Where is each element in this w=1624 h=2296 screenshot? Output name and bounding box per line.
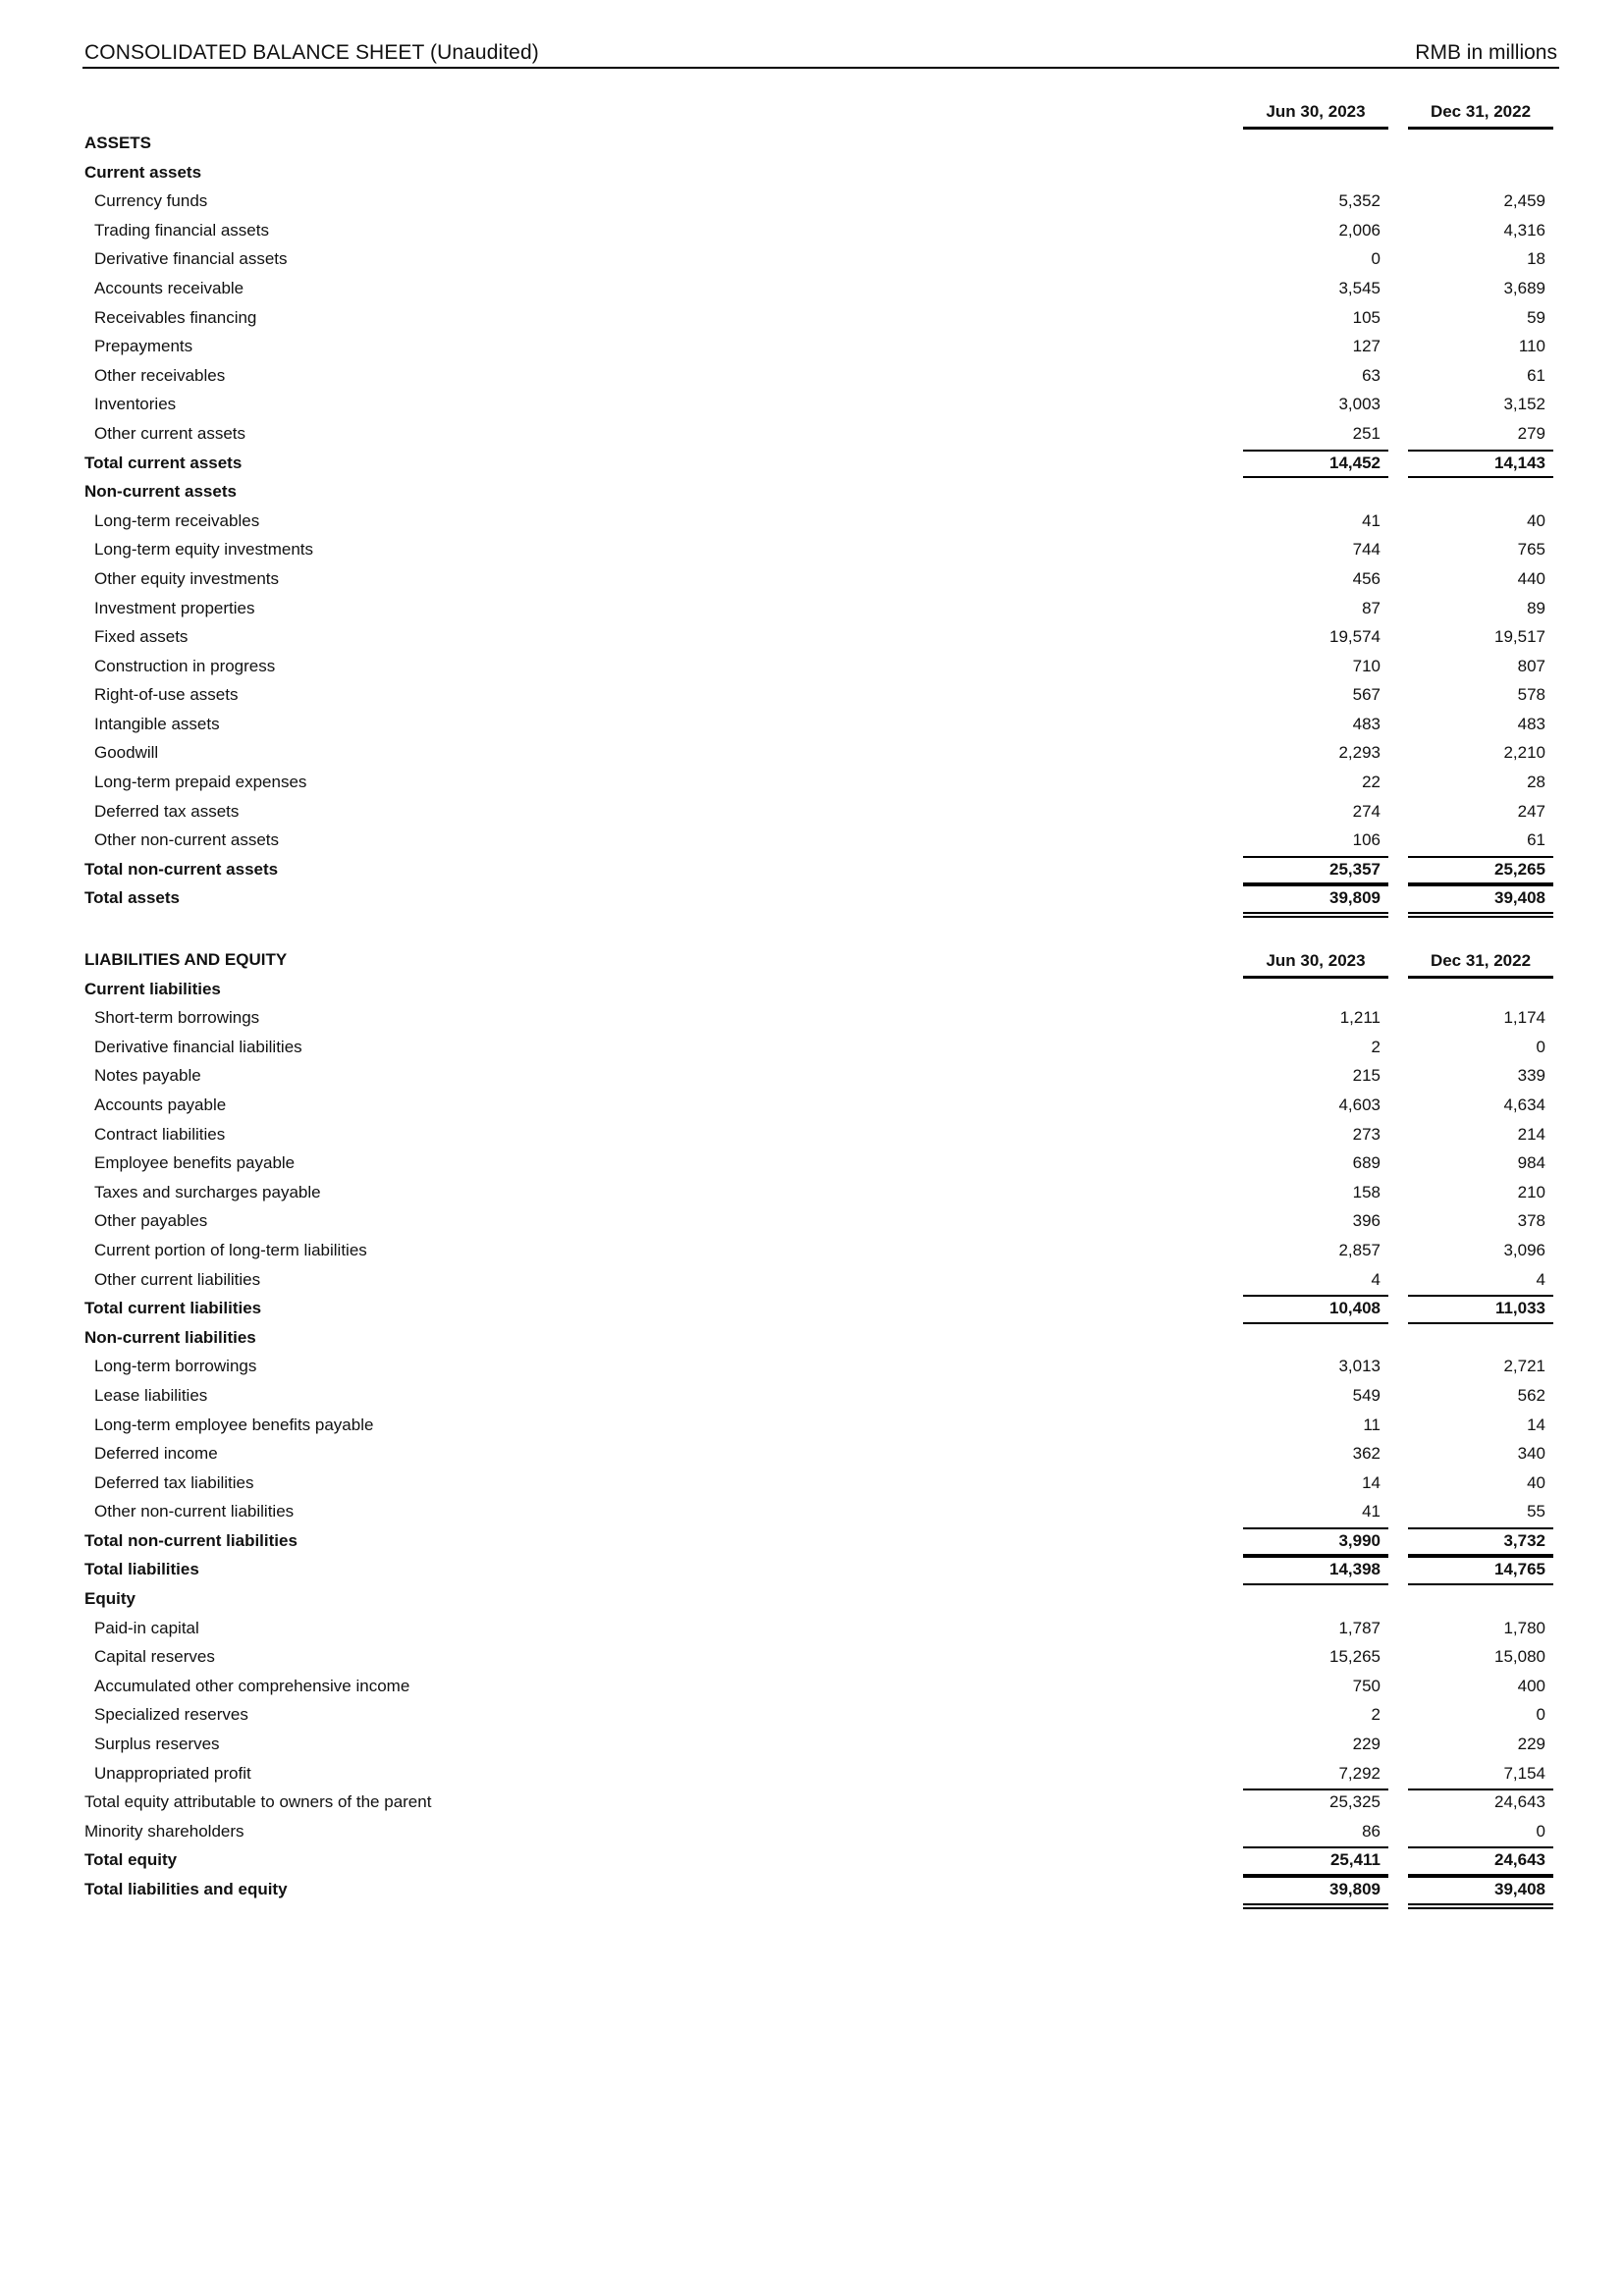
section-heading [0, 159, 1624, 188]
rule-line [1243, 1295, 1388, 1297]
row-label: Total current assets [84, 453, 243, 472]
table-row [0, 1382, 1624, 1412]
rule-line [1408, 1527, 1553, 1529]
value-jun-2023: 0 [1371, 249, 1380, 269]
total-row [0, 1556, 1624, 1585]
value-dec-2022: 15,080 [1494, 1647, 1545, 1667]
row-label: Inventories [94, 395, 177, 414]
table-row [0, 1121, 1624, 1150]
table-row [0, 1643, 1624, 1673]
row-label: Other non-current liabilities [94, 1502, 295, 1522]
row-label: Paid-in capital [94, 1618, 199, 1637]
row-label: Currency funds [94, 191, 208, 211]
row-label: Accounts payable [94, 1095, 227, 1114]
table-row [0, 1062, 1624, 1092]
double-rule-line [1243, 1907, 1388, 1909]
table-row [0, 217, 1624, 246]
column-header-assets [0, 102, 1624, 128]
total-row [0, 1789, 1624, 1818]
table-row [0, 739, 1624, 769]
column-jun-2023: Jun 30, 2023 [1266, 951, 1366, 970]
value-jun-2023: 274 [1352, 801, 1380, 821]
value-dec-2022: 279 [1517, 423, 1545, 443]
value-jun-2023: 39,809 [1329, 1880, 1380, 1898]
row-label: Accounts receivable [94, 278, 244, 297]
row-label: Accumulated other comprehensive income [94, 1676, 410, 1695]
row-label: Total liabilities [84, 1560, 199, 1579]
table-row [0, 1092, 1624, 1121]
table-row [0, 1760, 1624, 1789]
value-dec-2022: 440 [1517, 568, 1545, 588]
table-row [0, 623, 1624, 653]
value-dec-2022: 24,643 [1494, 1792, 1545, 1812]
double-rule-line [1243, 1903, 1388, 1905]
table-row [0, 595, 1624, 624]
row-label: Total equity attributable to owners of the parent [84, 1792, 432, 1812]
value-jun-2023: 456 [1352, 568, 1380, 588]
table-row [0, 1207, 1624, 1237]
value-jun-2023: 15,265 [1329, 1647, 1380, 1667]
table-row [0, 304, 1624, 334]
value-dec-2022: 0 [1536, 1037, 1545, 1056]
row-label: Notes payable [94, 1066, 201, 1086]
value-dec-2022: 3,732 [1503, 1530, 1545, 1550]
value-dec-2022: 11,033 [1494, 1299, 1545, 1318]
value-jun-2023: 215 [1352, 1066, 1380, 1086]
rule-line [1408, 1876, 1553, 1878]
value-dec-2022: 765 [1517, 540, 1545, 560]
row-label: Equity [84, 1589, 135, 1609]
value-jun-2023: 362 [1352, 1444, 1380, 1464]
row-label: Goodwill [94, 743, 159, 763]
column-jun-2023: Jun 30, 2023 [1266, 102, 1366, 121]
value-jun-2023: 10,408 [1329, 1299, 1380, 1318]
total-row [0, 1295, 1624, 1324]
row-label: Other receivables [94, 365, 226, 385]
table-row [0, 653, 1624, 682]
table-row [0, 536, 1624, 565]
table-row [0, 333, 1624, 362]
double-rule-line [1408, 912, 1553, 914]
row-label: Construction in progress [94, 656, 276, 675]
row-label: LIABILITIES AND EQUITY [84, 950, 288, 969]
value-jun-2023: 2 [1371, 1037, 1380, 1056]
double-rule-line [1243, 916, 1388, 918]
row-label: Long-term prepaid expenses [94, 773, 307, 792]
value-dec-2022: 807 [1517, 656, 1545, 675]
table-row [0, 798, 1624, 828]
rule-line [1408, 856, 1553, 858]
value-jun-2023: 3,013 [1338, 1357, 1380, 1376]
liabilities-section [0, 946, 1624, 1905]
value-jun-2023: 3,545 [1338, 278, 1380, 297]
value-jun-2023: 25,325 [1329, 1792, 1380, 1812]
row-label: Other current liabilities [94, 1269, 261, 1289]
value-dec-2022: 984 [1517, 1153, 1545, 1173]
table-row [0, 1818, 1624, 1847]
value-jun-2023: 14,398 [1329, 1560, 1380, 1579]
value-dec-2022: 19,517 [1494, 627, 1545, 647]
rule-line [1408, 1295, 1553, 1297]
currency-unit: RMB in millions [1415, 41, 1557, 64]
row-label: Contract liabilities [94, 1124, 226, 1144]
row-label: Total assets [84, 888, 181, 908]
rule-line [1243, 1876, 1388, 1878]
value-dec-2022: 28 [1527, 773, 1545, 792]
section-heading [0, 130, 1624, 159]
value-jun-2023: 689 [1352, 1153, 1380, 1173]
value-jun-2023: 273 [1352, 1124, 1380, 1144]
value-dec-2022: 4,316 [1503, 220, 1545, 240]
row-label: Long-term borrowings [94, 1357, 257, 1376]
row-label: Receivables financing [94, 307, 257, 327]
value-jun-2023: 2,857 [1338, 1240, 1380, 1259]
value-dec-2022: 110 [1518, 337, 1545, 356]
value-dec-2022: 4 [1536, 1269, 1545, 1289]
table-row [0, 1498, 1624, 1527]
value-jun-2023: 86 [1362, 1821, 1380, 1841]
table-row [0, 1673, 1624, 1702]
rule-line [1408, 884, 1553, 886]
value-dec-2022: 0 [1536, 1821, 1545, 1841]
row-label: Surplus reserves [94, 1735, 220, 1754]
value-jun-2023: 4 [1371, 1269, 1380, 1289]
value-jun-2023: 3,990 [1338, 1530, 1380, 1550]
value-jun-2023: 2,293 [1338, 743, 1380, 763]
rule-line [1408, 450, 1553, 452]
rule-line [1408, 1556, 1553, 1558]
value-jun-2023: 229 [1352, 1735, 1380, 1754]
value-dec-2022: 2,210 [1503, 743, 1545, 763]
value-dec-2022: 3,689 [1503, 278, 1545, 297]
value-dec-2022: 24,643 [1494, 1850, 1545, 1870]
report-header [82, 39, 1559, 69]
value-dec-2022: 339 [1517, 1066, 1545, 1086]
table-row [0, 681, 1624, 711]
table-row [0, 245, 1624, 275]
total-row [0, 1876, 1624, 1905]
value-jun-2023: 19,574 [1329, 627, 1380, 647]
row-label: Total non-current assets [84, 859, 279, 879]
report-title: CONSOLIDATED BALANCE SHEET (Unaudited) [84, 41, 539, 64]
value-dec-2022: 2,721 [1503, 1357, 1545, 1376]
value-dec-2022: 210 [1517, 1182, 1545, 1201]
value-jun-2023: 5,352 [1338, 191, 1380, 211]
row-label: Deferred tax assets [94, 801, 240, 821]
table-row [0, 1701, 1624, 1731]
row-label: Trading financial assets [94, 220, 269, 240]
table-row [0, 507, 1624, 537]
section-heading [0, 1585, 1624, 1615]
value-dec-2022: 229 [1517, 1735, 1545, 1754]
value-jun-2023: 549 [1352, 1385, 1380, 1405]
value-jun-2023: 22 [1362, 773, 1380, 792]
rule-line [1243, 1789, 1388, 1790]
value-jun-2023: 1,787 [1338, 1618, 1380, 1637]
row-label: Unappropriated profit [94, 1763, 251, 1783]
table-row [0, 187, 1624, 217]
value-dec-2022: 400 [1517, 1676, 1545, 1695]
value-dec-2022: 214 [1517, 1124, 1545, 1144]
value-dec-2022: 3,152 [1503, 395, 1545, 414]
value-dec-2022: 39,408 [1494, 1880, 1545, 1898]
row-label: Capital reserves [94, 1647, 215, 1667]
row-label: Non-current assets [84, 482, 237, 502]
table-row [0, 362, 1624, 392]
value-dec-2022: 1,780 [1503, 1618, 1545, 1637]
value-dec-2022: 3,096 [1503, 1240, 1545, 1259]
rule-line [1408, 1846, 1553, 1848]
row-label: Investment properties [94, 598, 255, 617]
row-label: Fixed assets [94, 627, 189, 647]
row-label: Prepayments [94, 337, 193, 356]
total-row [0, 856, 1624, 885]
double-rule-line [1408, 916, 1553, 918]
row-label: Deferred income [94, 1444, 218, 1464]
value-jun-2023: 25,357 [1329, 859, 1380, 879]
rule-line [1243, 856, 1388, 858]
value-jun-2023: 483 [1352, 714, 1380, 733]
column-dec-2022: Dec 31, 2022 [1430, 102, 1532, 121]
row-label: Total equity [84, 1850, 178, 1870]
value-jun-2023: 63 [1362, 365, 1380, 385]
table-row [0, 769, 1624, 798]
value-dec-2022: 14,765 [1494, 1560, 1545, 1579]
table-row [0, 1469, 1624, 1499]
row-label: Total non-current liabilities [84, 1530, 298, 1550]
row-label: Employee benefits payable [94, 1153, 296, 1173]
row-label: Specialized reserves [94, 1705, 248, 1725]
double-rule-line [1408, 1907, 1553, 1909]
value-dec-2022: 14 [1527, 1415, 1545, 1434]
section-heading [0, 946, 1624, 976]
row-label: Total liabilities and equity [84, 1880, 288, 1898]
value-jun-2023: 1,211 [1339, 1008, 1380, 1028]
row-label: Long-term receivables [94, 510, 260, 530]
value-dec-2022: 25,265 [1494, 859, 1545, 879]
row-label: Current assets [84, 162, 202, 182]
section-heading [0, 478, 1624, 507]
row-label: Long-term employee benefits payable [94, 1415, 374, 1434]
value-dec-2022: 18 [1527, 249, 1545, 269]
table-row [0, 1615, 1624, 1644]
rule-line [1243, 884, 1388, 886]
row-label: Intangible assets [94, 714, 220, 733]
value-jun-2023: 251 [1352, 423, 1380, 443]
value-jun-2023: 7,292 [1338, 1763, 1380, 1783]
row-label: Lease liabilities [94, 1385, 208, 1405]
value-jun-2023: 158 [1352, 1182, 1380, 1201]
table-row [0, 1353, 1624, 1382]
column-dec-2022: Dec 31, 2022 [1430, 951, 1532, 970]
table-row [0, 1149, 1624, 1179]
value-dec-2022: 562 [1517, 1385, 1545, 1405]
row-label: Derivative financial liabilities [94, 1037, 302, 1056]
table-row [0, 391, 1624, 420]
value-jun-2023: 2 [1371, 1705, 1380, 1725]
rule-line [1408, 1789, 1553, 1790]
table-row [0, 1179, 1624, 1208]
rule-line [1243, 1556, 1388, 1558]
total-row [0, 884, 1624, 914]
value-dec-2022: 483 [1517, 714, 1545, 733]
table-row [0, 1266, 1624, 1296]
row-label: Right-of-use assets [94, 685, 239, 705]
rule-line [1243, 1527, 1388, 1529]
table-row [0, 1004, 1624, 1034]
value-dec-2022: 39,408 [1494, 888, 1545, 908]
row-label: Other equity investments [94, 568, 280, 588]
total-row [0, 450, 1624, 479]
value-jun-2023: 710 [1352, 656, 1380, 675]
value-jun-2023: 750 [1352, 1676, 1380, 1695]
value-dec-2022: 40 [1527, 510, 1545, 530]
total-row [0, 1846, 1624, 1876]
value-dec-2022: 0 [1536, 1705, 1545, 1725]
value-jun-2023: 41 [1362, 510, 1380, 530]
value-jun-2023: 25,411 [1329, 1850, 1380, 1870]
row-label: Other current assets [94, 423, 246, 443]
value-jun-2023: 3,003 [1338, 395, 1380, 414]
row-label: Current portion of long-term liabilities [94, 1240, 367, 1259]
row-label: Total current liabilities [84, 1299, 262, 1318]
row-label: Derivative financial assets [94, 249, 288, 269]
value-dec-2022: 14,143 [1494, 453, 1545, 472]
value-jun-2023: 127 [1352, 337, 1380, 356]
rule-line [1243, 1846, 1388, 1848]
value-dec-2022: 61 [1527, 365, 1545, 385]
row-label: Other non-current assets [94, 830, 280, 850]
double-rule-line [1243, 912, 1388, 914]
row-label: ASSETS [84, 133, 152, 152]
value-dec-2022: 340 [1517, 1444, 1545, 1464]
value-dec-2022: 7,154 [1503, 1763, 1545, 1783]
row-label: Current liabilities [84, 979, 221, 998]
row-label: Long-term equity investments [94, 540, 313, 560]
row-label: Deferred tax liabilities [94, 1472, 254, 1492]
value-jun-2023: 2,006 [1338, 220, 1380, 240]
row-label: Other payables [94, 1211, 208, 1231]
row-label: Minority shareholders [84, 1821, 244, 1841]
value-jun-2023: 87 [1362, 598, 1380, 617]
rule-line [1243, 450, 1388, 452]
table-row [0, 1034, 1624, 1063]
value-dec-2022: 55 [1527, 1502, 1545, 1522]
table-row [0, 420, 1624, 450]
assets-section [0, 130, 1624, 914]
value-jun-2023: 14,452 [1329, 453, 1380, 472]
table-row [0, 275, 1624, 304]
value-dec-2022: 2,459 [1503, 191, 1545, 211]
value-jun-2023: 567 [1352, 685, 1380, 705]
table-row [0, 1440, 1624, 1469]
table-row [0, 1237, 1624, 1266]
value-dec-2022: 61 [1527, 830, 1545, 850]
value-dec-2022: 4,634 [1503, 1095, 1545, 1114]
value-jun-2023: 4,603 [1338, 1095, 1380, 1114]
value-jun-2023: 11 [1363, 1415, 1380, 1434]
value-jun-2023: 39,809 [1329, 888, 1380, 908]
double-rule-line [1408, 1903, 1553, 1905]
value-jun-2023: 396 [1352, 1211, 1380, 1231]
value-jun-2023: 41 [1362, 1502, 1380, 1522]
table-row [0, 1731, 1624, 1760]
table-row [0, 827, 1624, 856]
value-dec-2022: 40 [1527, 1472, 1545, 1492]
section-heading [0, 976, 1624, 1005]
table-row [0, 1412, 1624, 1441]
value-jun-2023: 744 [1352, 540, 1380, 560]
value-dec-2022: 59 [1527, 307, 1545, 327]
table-row [0, 711, 1624, 740]
table-row [0, 565, 1624, 595]
total-row [0, 1527, 1624, 1557]
value-dec-2022: 247 [1517, 801, 1545, 821]
value-dec-2022: 578 [1517, 685, 1545, 705]
section-heading [0, 1324, 1624, 1354]
row-label: Taxes and surcharges payable [94, 1182, 321, 1201]
value-dec-2022: 89 [1527, 598, 1545, 617]
value-jun-2023: 106 [1352, 830, 1380, 850]
row-label: Non-current liabilities [84, 1327, 256, 1347]
value-jun-2023: 14 [1362, 1472, 1380, 1492]
value-jun-2023: 105 [1352, 307, 1380, 327]
row-label: Short-term borrowings [94, 1008, 260, 1028]
value-dec-2022: 378 [1517, 1211, 1545, 1231]
value-dec-2022: 1,174 [1503, 1008, 1545, 1028]
